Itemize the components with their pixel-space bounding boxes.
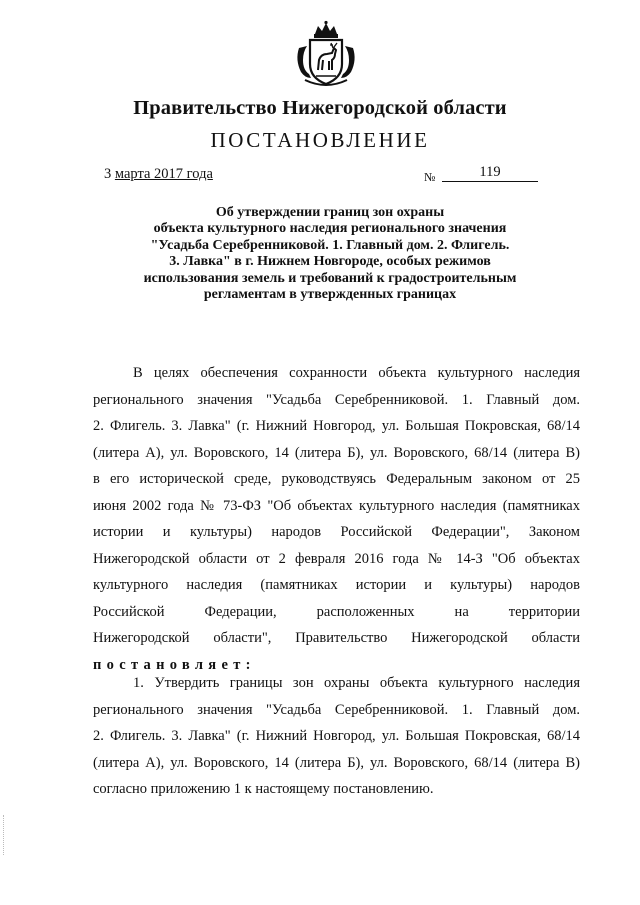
- number-label: №: [424, 170, 436, 184]
- date-day: 3: [104, 166, 112, 182]
- text-line: в его исторической среде, руководствуясь Федеральным законом от 25: [93, 471, 580, 487]
- text-line: Нижегородской области от 2 февраля 2016 года № 14-З "Об объектах: [93, 550, 580, 567]
- subject-line: "Усадьба Серебренниковой. 1. Главный дом. 2. Флигель.: [150, 237, 510, 253]
- text-line: регионального значения "Усадьба Серебренниковой. 1. Главный дом.: [93, 701, 580, 718]
- date-month-year: марта 2017 года: [114, 166, 213, 182]
- preamble-paragraph: [93, 360, 580, 678]
- text-line: Нижегородской области", Правительство Нижегородской области: [93, 630, 580, 646]
- document-number: 119: [442, 165, 538, 182]
- subject-line: регламентам в утвержденных границах: [203, 287, 457, 303]
- text-line: В целях обеспечения сохранности объекта культурного наследия: [133, 365, 580, 381]
- text-line: регионального значения "Усадьба Серебренниковой. 1. Главный дом.: [93, 391, 580, 408]
- document-date: [104, 166, 213, 183]
- text-line: истории и культуры) народов Российской Федерации", Законом: [93, 524, 580, 540]
- text-line: июня 2002 года № 73-ФЗ "Об объектах культурного наследия (памятниках: [93, 497, 580, 514]
- subject-line: объекта культурного наследия регионального значения: [153, 221, 507, 237]
- subject-line: использования земель и требований к градостроительным: [143, 270, 517, 286]
- resolves-word: постановляет:: [93, 656, 256, 673]
- text-line: (литера А), ул. Воровского, 14 (литера Б), ул. Воровского, 68/14 (литера В): [93, 444, 580, 461]
- text-line: 2. Флигель. 3. Лавка" (г. Нижний Новгород, ул. Большая Покровская, 68/14: [93, 418, 580, 434]
- subject-line: Об утверждении границ зон охраны: [215, 205, 445, 220]
- text-line: Российской Федерации, расположенных на территории: [93, 603, 580, 620]
- margin-mark: [3, 815, 6, 855]
- document-type: ПОСТАНОВЛЕНИЕ: [210, 128, 430, 152]
- item-1-paragraph: [93, 670, 580, 803]
- coat-of-arms-icon: [291, 20, 361, 88]
- subject-line: 3. Лавка" в г. Нижнем Новгороде, особых режимов: [169, 254, 491, 270]
- text-line: 1. Утвердить границы зон охраны объекта культурного наследия: [133, 675, 580, 691]
- government-title: Правительство Нижегородской области: [133, 97, 507, 119]
- text-line: культурного наследия (памятниках истории и культуры) народов: [93, 577, 580, 593]
- text-line: согласно приложению 1 к настоящему постановлению.: [93, 781, 434, 797]
- text-line: 2. Флигель. 3. Лавка" (г. Нижний Новгород, ул. Большая Покровская, 68/14: [93, 728, 580, 744]
- text-line: (литера А), ул. Воровского, 14 (литера Б), ул. Воровского, 68/14 (литера В): [93, 754, 580, 771]
- document-subject: [120, 205, 540, 303]
